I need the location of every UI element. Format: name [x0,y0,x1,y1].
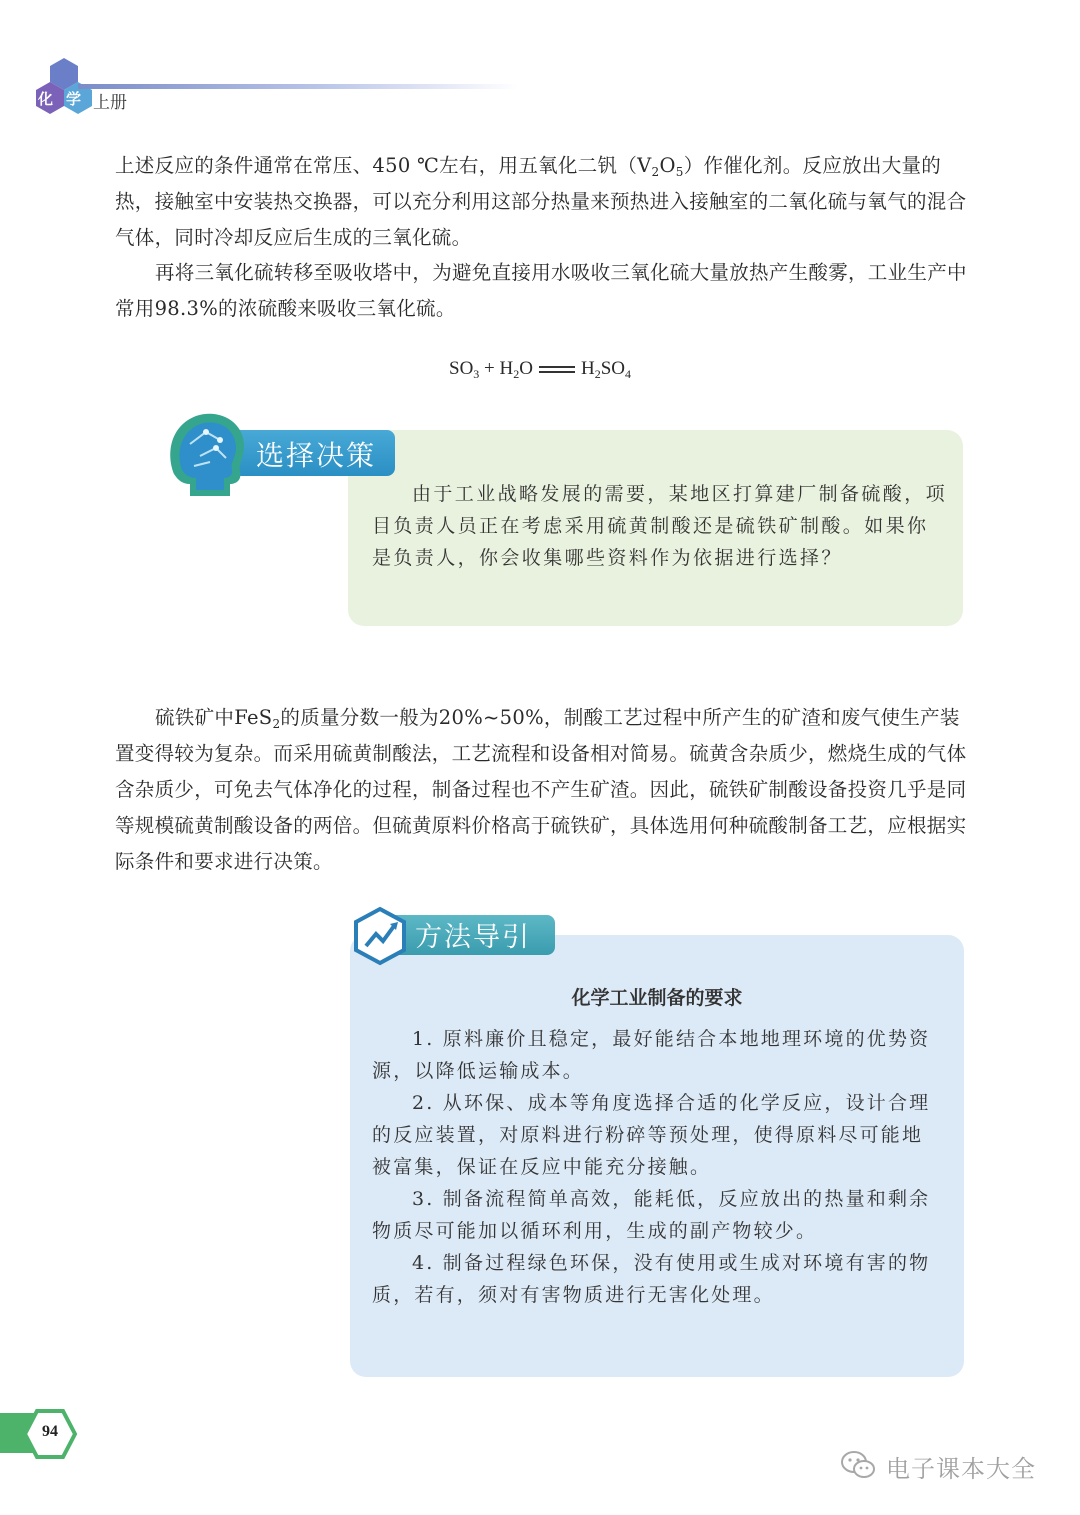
watermark-text: 电子课本大全 [886,1455,1036,1483]
list-item: 2. 从环保、成本等角度选择合适的化学反应，设计合理的反应装置，对原料进行粉碎等预处理，使得原料尽可能地被富集，保证在反应中能充分接触。 [372,1092,931,1178]
page-header [0,0,1080,130]
equals-sign-icon [539,366,575,373]
paragraph-absorption-tower: 再将三氧化硫转移至吸收塔中，为避免直接用水吸收三氧化硫大量放热产生酸雾，工业生产中常用98.3%的浓硫酸来吸收三氧化硫。 [115,261,967,320]
wechat-icon [840,1450,876,1480]
trend-chart-icon [350,906,410,966]
paragraph-reaction-conditions: 上述反应的条件通常在常压、450 ℃左右，用五氧化二钒$(V_2O_5)$作催化剂。反应放出大量的热，接触室中安装热交换器，可以充分利用这部分热量来预热进入接触室的二氧化硫与氧气的混合气体，同时冷却反应后生成的三氧化硫。 [115,154,967,249]
subject-char-xue: 学 [66,90,82,108]
chemical-equation: $SO_3 + H_2O$ $H_2SO_4$ [449,358,631,381]
method-requirement-list [372,1023,944,1311]
list-item: 3. 制备流程简单高效，能耗低，反应放出的热量和剩余物质尽可能加以循环利用，生成的副产物较少。 [372,1188,931,1242]
decision-question: 由于工业战略发展的需要，某地区打算建厂制备硫酸，项目负责人员正在考虑采用硫黄制酸还是硫铁矿制酸。如果你是负责人，你会收集哪些资料作为依据进行选择？ [372,483,948,569]
decision-title: 选择决策 [256,439,377,472]
list-item: 1. 原料廉价且稳定，最好能结合本地地理环境的优势资源，以降低运输成本。 [372,1028,931,1082]
page-number: 94 [42,1423,58,1440]
subject-char-hua: 化 [38,90,54,108]
book-volume-label: 上册 [93,93,127,113]
method-title: 方法导引 [415,922,531,953]
list-item: 4. 制备过程绿色环保，没有使用或生成对环境有害的物质，若有，须对有害物质进行无害化处理。 [372,1252,931,1306]
paragraph-pyrite-comparison: 硫铁矿中FeS$_2$的质量分数一般为20%~50%，制酸工艺过程中所产生的矿渣和废气使生产装置变得较为复杂。而采用硫黄制酸法，工艺流程和设备相对简易。硫黄含杂质少，燃烧生成的气体含杂质少，可免去气体净化的过程，制备过程也不产生矿渣。因此，硫铁矿制酸设备投资几乎是同等规模硫黄制酸设备的两倍。但硫黄原料价格高于硫铁矿，具体选用何种硫酸制备工艺，应根据实际条件和要求进行决策。 [115,706,967,873]
method-heading: 化学工业制备的要求 [571,987,743,1009]
header-rule [78,84,518,89]
thinking-head-icon [160,404,256,500]
